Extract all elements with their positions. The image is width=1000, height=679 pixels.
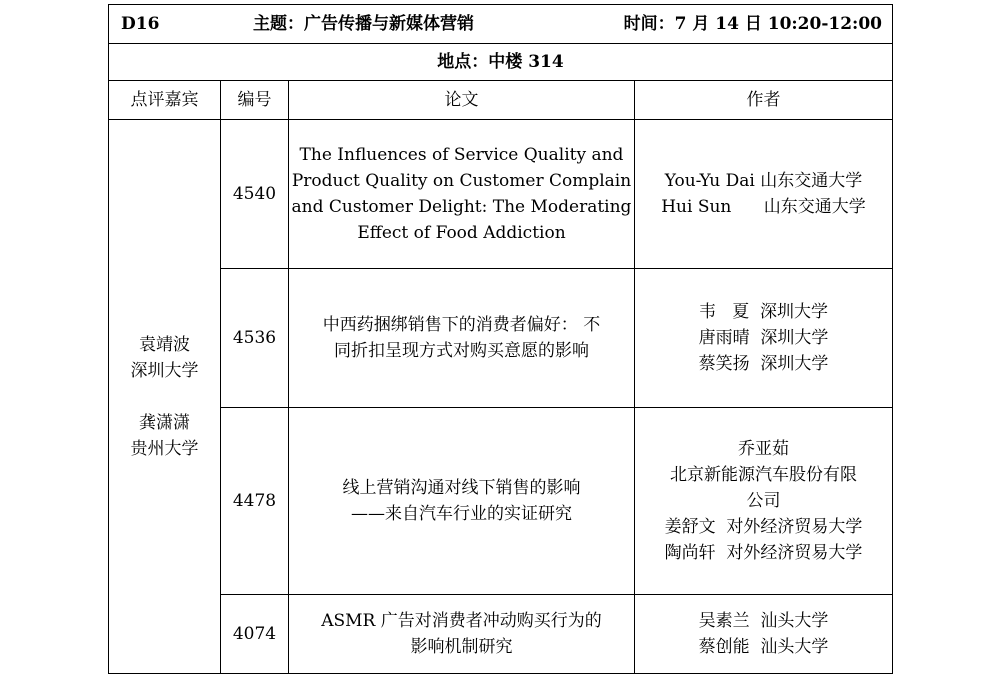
session-topic: 主题：广告传播与新媒体营销	[253, 14, 474, 34]
paper-authors	[635, 595, 893, 674]
column-header-paper: 论文	[289, 81, 635, 120]
session-schedule-table	[108, 4, 893, 674]
column-header-row	[109, 81, 893, 120]
paper-id: 4074	[221, 595, 289, 674]
paper-title-line: ASMR 广告对消费者冲动购买行为的	[321, 611, 602, 631]
session-code: D16	[121, 14, 160, 34]
column-header-id: 编号	[221, 81, 289, 120]
session-header-row	[109, 5, 893, 44]
paper-authors	[635, 120, 893, 269]
paper-title	[289, 120, 635, 269]
author-line: 唐雨晴 深圳大学	[698, 328, 829, 348]
paper-title-line: 同折扣呈现方式对购买意愿的影响	[334, 341, 589, 361]
author-line: 韦 夏 深圳大学	[698, 302, 829, 322]
reviewer-affiliation: 贵州大学	[130, 438, 199, 459]
column-header-authors: 作者	[635, 81, 893, 120]
paper-title-line: ——来自汽车行业的实证研究	[351, 504, 572, 524]
paper-title	[289, 269, 635, 408]
session-header-cell	[109, 5, 893, 44]
table-row	[109, 408, 893, 595]
author-line: 蔡笑扬 深圳大学	[698, 354, 829, 374]
paper-title	[289, 408, 635, 595]
paper-title-line: and Customer Delight: The Moderating	[291, 197, 632, 217]
author-line: 北京新能源汽车股份有限	[670, 465, 857, 485]
author-line: 陶尚轩 对外经济贸易大学	[664, 543, 863, 563]
paper-id: 4536	[221, 269, 289, 408]
paper-title-line: Product Quality on Customer Complain	[291, 171, 632, 191]
session-time: 时间：7 月 14 日 10:20-12:00	[623, 14, 882, 34]
author-line: 姜舒文 对外经济贸易大学	[664, 517, 863, 537]
paper-id: 4540	[221, 120, 289, 269]
table-row	[109, 269, 893, 408]
reviewers-cell	[109, 120, 221, 674]
author-line: Hui Sun 山东交通大学	[661, 197, 866, 217]
reviewer-name: 袁靖波	[139, 334, 190, 355]
paper-authors	[635, 408, 893, 595]
author-line: You-Yu Dai 山东交通大学	[664, 171, 863, 191]
author-line: 蔡创能 汕头大学	[698, 637, 829, 657]
column-header-reviewer: 点评嘉宾	[109, 81, 221, 120]
table-row	[109, 595, 893, 674]
paper-authors	[635, 269, 893, 408]
reviewer-affiliation: 深圳大学	[130, 360, 199, 381]
table-row	[109, 120, 893, 269]
paper-title	[289, 595, 635, 674]
reviewer-name: 龚潇潇	[139, 412, 190, 433]
author-line: 乔亚茹	[738, 439, 789, 459]
session-venue: 地点：中楼 314	[109, 44, 893, 81]
paper-id: 4478	[221, 408, 289, 595]
author-line: 吴素兰 汕头大学	[698, 611, 829, 631]
paper-title-line: 线上营销沟通对线下销售的影响	[342, 478, 581, 498]
author-line: 公司	[746, 491, 781, 511]
paper-title-line: 影响机制研究	[410, 637, 513, 657]
session-venue-row	[109, 44, 893, 81]
paper-title-line: The Influences of Service Quality and	[299, 145, 624, 165]
paper-title-line: 中西药捆绑销售下的消费者偏好： 不	[322, 315, 601, 335]
paper-title-line: Effect of Food Addiction	[357, 223, 566, 243]
